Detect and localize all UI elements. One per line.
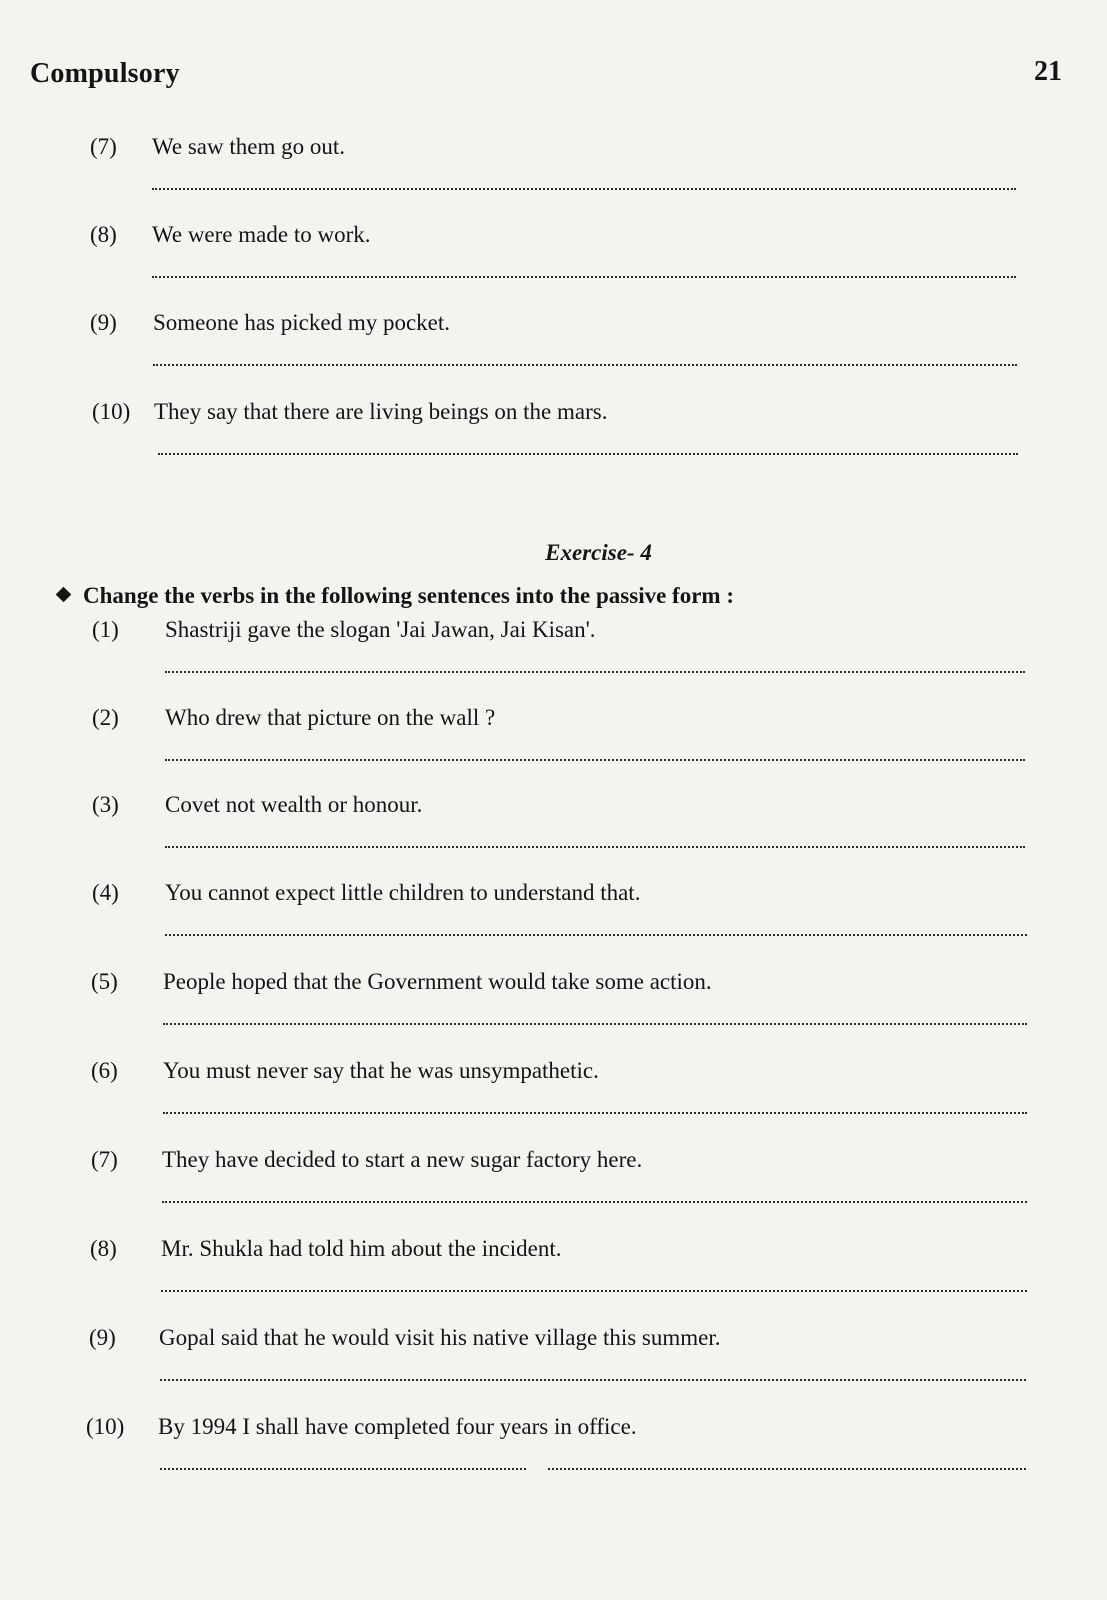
diamond-bullet-icon: [56, 587, 72, 603]
item-number: (3): [92, 792, 119, 817]
list-item: [92, 705, 1027, 785]
answer-line[interactable]: [152, 188, 1016, 190]
section-title: Compulsory: [30, 58, 180, 89]
exercise-title: Exercise- 4: [545, 540, 652, 565]
answer-line[interactable]: [163, 1023, 1027, 1025]
list-item: [91, 1058, 1026, 1138]
list-item: [90, 222, 1020, 302]
item-sentence: Mr. Shukla had told him about the incident.: [161, 1236, 562, 1261]
item-sentence: They have decided to start a new sugar factory here.: [162, 1147, 643, 1172]
item-sentence: People hoped that the Government would take some action.: [163, 969, 712, 994]
list-item: [86, 1414, 1026, 1494]
list-item: [92, 792, 1027, 872]
item-number: (1): [92, 617, 119, 642]
instruction-text: Change the verbs in the following sentences into the passive form :: [83, 583, 734, 608]
item-number: (8): [90, 222, 117, 247]
item-number: (8): [90, 1236, 117, 1261]
list-item: [92, 399, 1022, 479]
item-number: (4): [92, 880, 119, 905]
answer-line[interactable]: [160, 1379, 1026, 1381]
exercise-instruction: [58, 583, 734, 609]
page-number: 21: [1034, 56, 1062, 87]
answer-line[interactable]: [161, 1290, 1027, 1292]
item-sentence: We saw them go out.: [152, 134, 345, 159]
list-item: [90, 134, 1020, 214]
answer-line[interactable]: [160, 1468, 1026, 1470]
list-item: [91, 969, 1026, 1049]
item-number: (7): [90, 134, 117, 159]
item-sentence: They say that there are living beings on the mars.: [154, 399, 608, 424]
answer-line-gap: [526, 1466, 548, 1472]
answer-line[interactable]: [165, 934, 1027, 936]
item-number: (10): [86, 1414, 125, 1439]
item-sentence: Someone has picked my pocket.: [153, 310, 451, 335]
list-item: [90, 310, 1020, 390]
answer-line[interactable]: [162, 1201, 1027, 1203]
item-number: (10): [92, 399, 131, 424]
answer-line[interactable]: [163, 1112, 1027, 1114]
list-item: [91, 1147, 1026, 1227]
item-sentence: You cannot expect little children to understand that.: [165, 880, 641, 905]
item-number: (2): [92, 705, 119, 730]
answer-line[interactable]: [165, 846, 1025, 848]
item-number: (6): [91, 1058, 118, 1083]
item-sentence: Who drew that picture on the wall ?: [165, 705, 496, 730]
answer-line[interactable]: [165, 671, 1025, 673]
item-number: (7): [91, 1147, 118, 1172]
list-item: [92, 617, 1027, 697]
item-sentence: Shastriji gave the slogan 'Jai Jawan, Jai Kisan'.: [165, 617, 596, 642]
item-number: (9): [89, 1325, 116, 1350]
answer-line[interactable]: [153, 364, 1017, 366]
answer-line[interactable]: [152, 276, 1016, 278]
item-sentence: We were made to work.: [152, 222, 371, 247]
item-sentence: You must never say that he was unsympathetic.: [163, 1058, 599, 1083]
item-number: (5): [91, 969, 118, 994]
item-sentence: By 1994 I shall have completed four years in office.: [158, 1414, 637, 1439]
list-item: [89, 1325, 1024, 1405]
list-item: [90, 1236, 1025, 1316]
item-number: (9): [90, 310, 117, 335]
answer-line[interactable]: [165, 759, 1025, 761]
list-item: [92, 880, 1027, 960]
answer-line[interactable]: [158, 453, 1018, 455]
item-sentence: Gopal said that he would visit his native village this summer.: [159, 1325, 721, 1350]
item-sentence: Covet not wealth or honour.: [165, 792, 423, 817]
